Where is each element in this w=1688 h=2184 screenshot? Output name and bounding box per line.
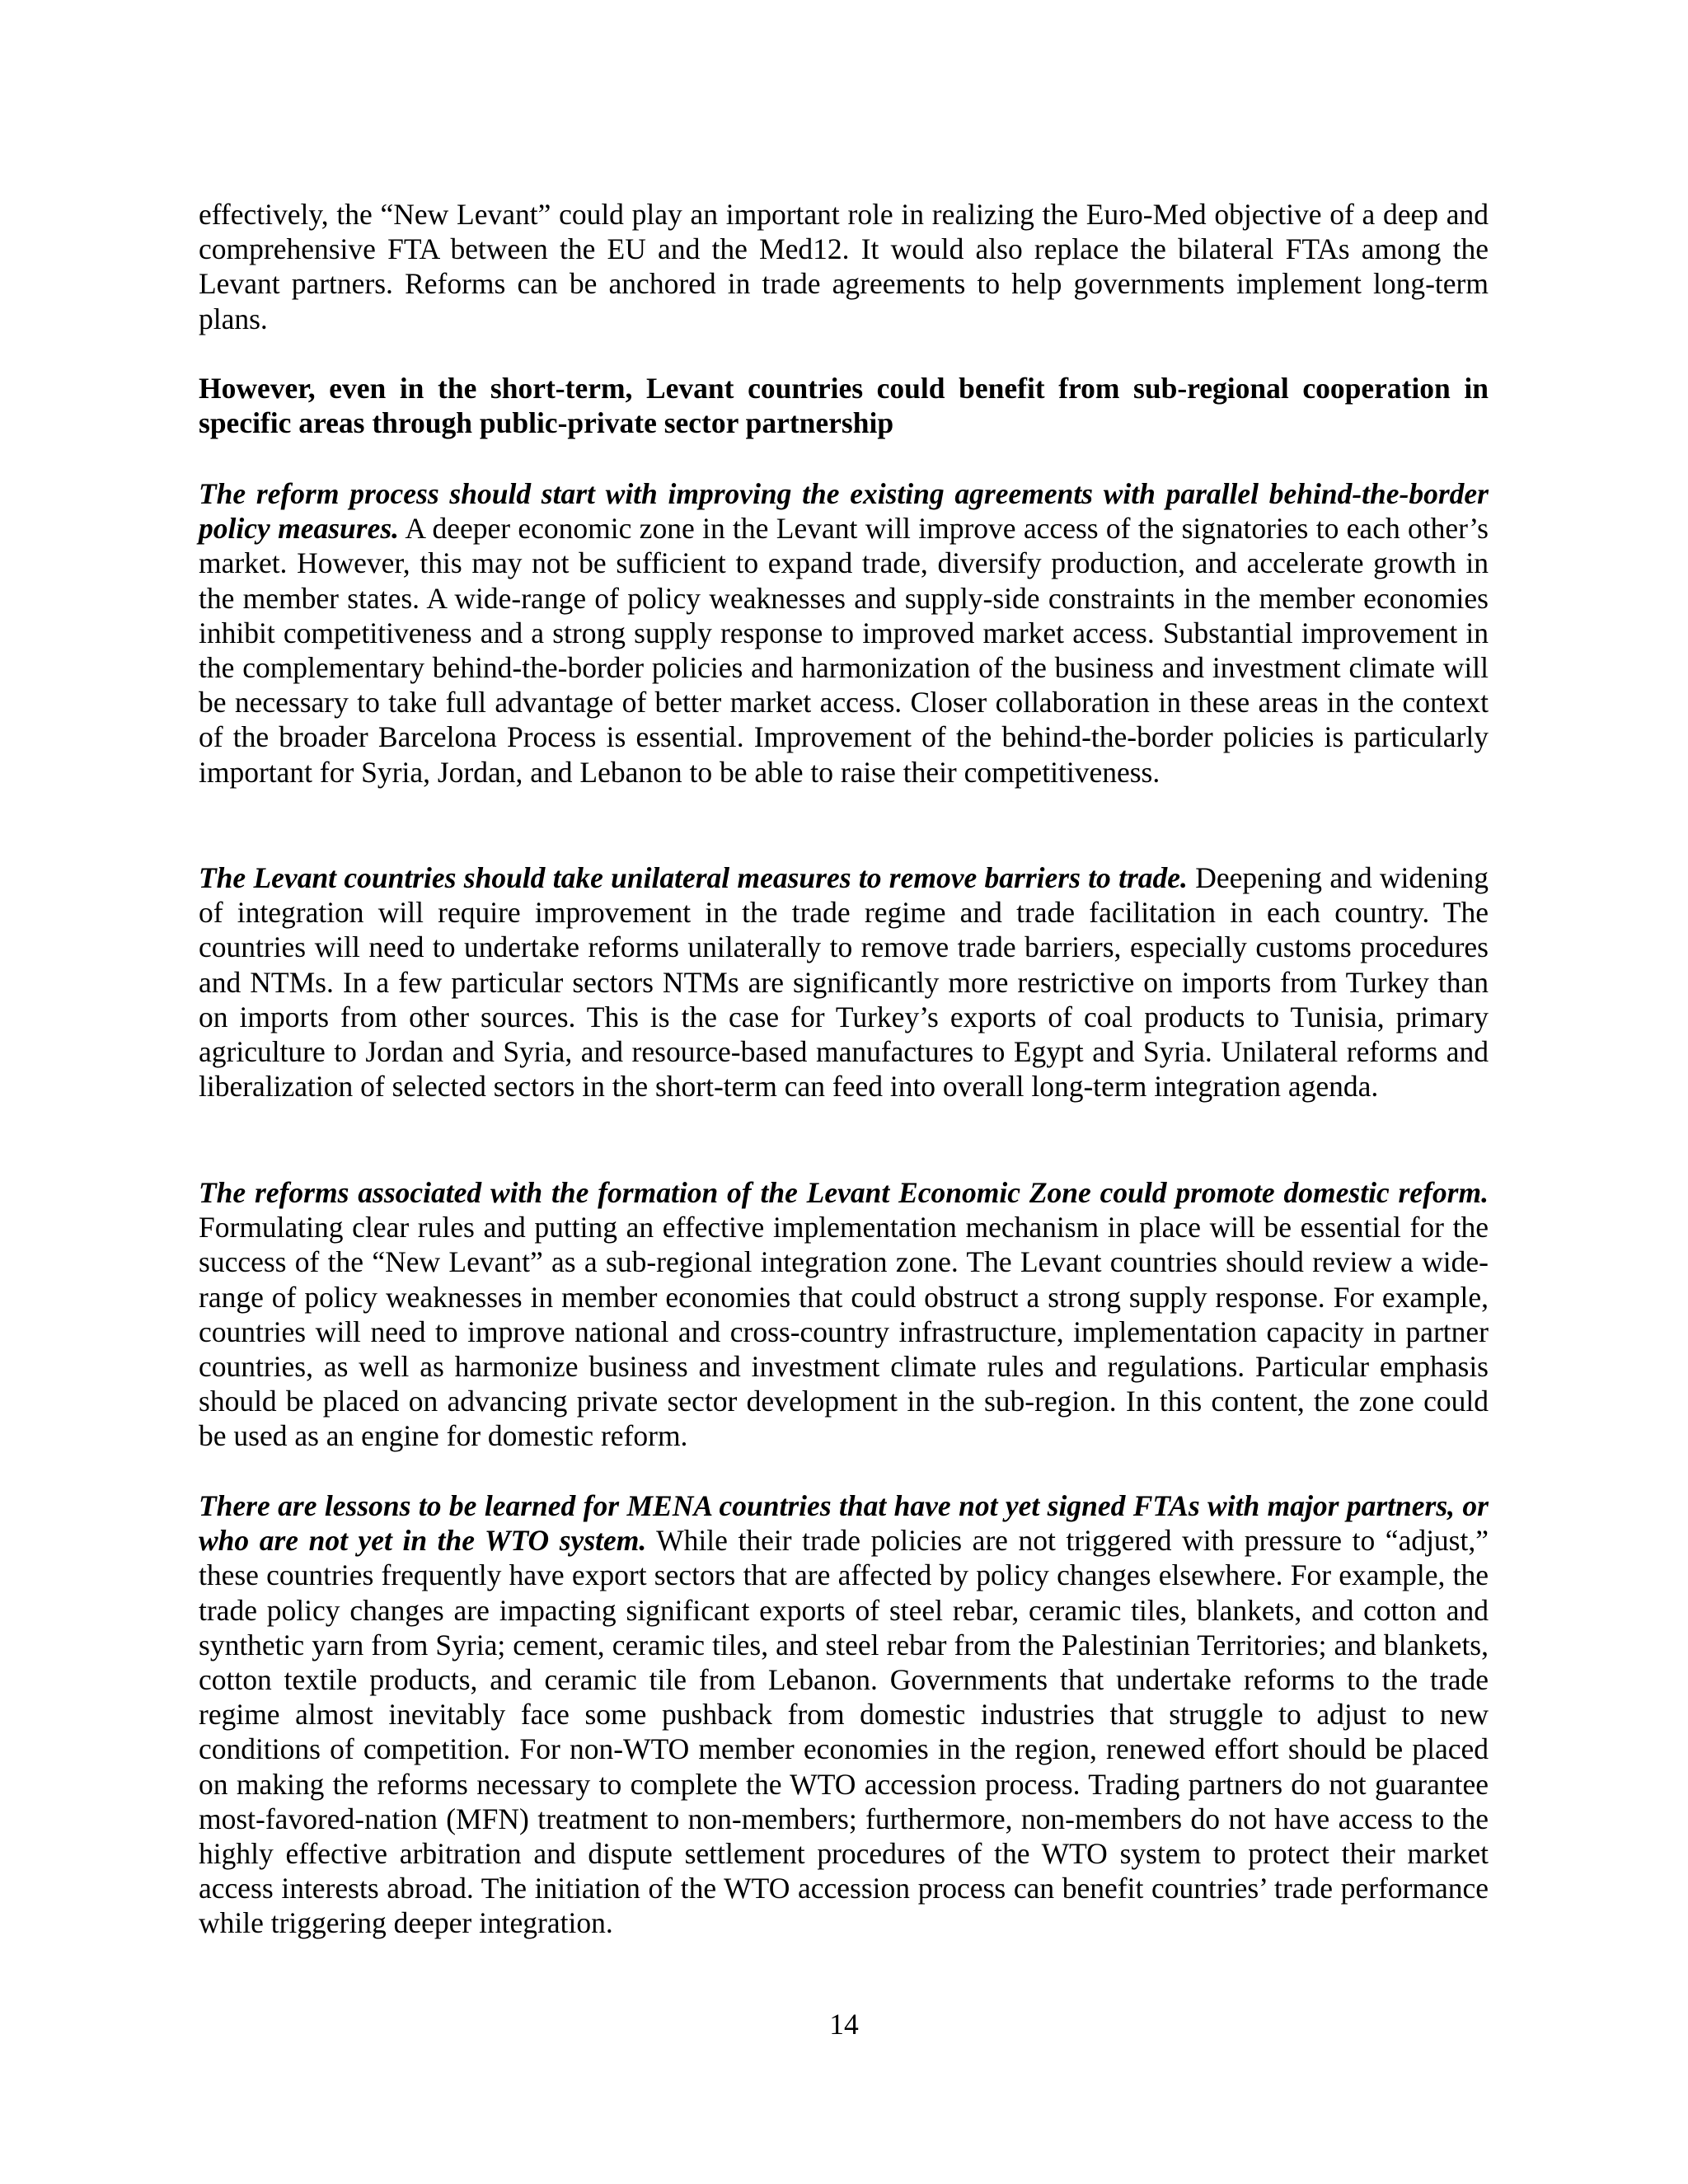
section-heading: However, even in the short-term, Levant countries could benefit from sub-regional cooperation in specific areas through public-private sector partnership <box>199 372 1489 440</box>
paragraph-behind-the-border <box>199 476 1489 790</box>
paragraph-body: A deeper economic zone in the Levant will improve access of the signatories to each other’s market. However, this may not be sufficient to expand trade, diversify production, and accelerate growth in the member states. A wide-range of policy weaknesses and supply-side constraints in the member economies inhibit competitiveness and a strong supply response to improved market access. Substantial improvement in the complementary behind-the-border policies and harmonization of the business and investment climate will be necessary to take full advantage of better market access. Closer collaboration in these areas in the context of the broader Barcelona Process is essential. Improvement of the behind-the-border policies is particularly important for Syria, Jordan, and Lebanon to be able to raise their competitiveness. <box>199 512 1489 789</box>
paragraph-lead: The Levant countries should take unilateral measures to remove barriers to trade. <box>199 861 1188 894</box>
paragraph-lead: There are lessons to be learned for MENA countries that have not yet signed FTAs with major partners, or who are not yet in the WTO system. <box>199 1489 1489 1558</box>
page-number: 14 <box>829 2008 859 2041</box>
paragraph-body: Deepening and widening of integration will require improvement in the trade regime and trade facilitation in each country. The countries will need to undertake reforms unilaterally to remove trade barriers, especially customs procedures and NTMs. In a few particular sectors NTMs are significantly more restrictive on imports from Turkey than on imports from other sources. This is the case for Turkey’s exports of coal products to Tunisia, primary agriculture to Jordan and Syria, and resource-based manufactures to Egypt and Syria. Unilateral reforms and liberalization of selected sectors in the short-term can feed into overall long-term integration agenda. <box>199 861 1489 1104</box>
paragraph-body: While their trade policies are not triggered with pressure to “adjust,” these countries frequently have export sectors that are affected by policy changes elsewhere. For example, the trade policy changes are impacting significant exports of steel rebar, ceramic tiles, blankets, and cotton and synthetic yarn from Syria; cement, ceramic tiles, and steel rebar from the Palestinian Territories; and blankets, cotton textile products, and ceramic tile from Lebanon. Governments that undertake reforms to the trade regime almost inevitably face some pushback from domestic industries that struggle to adjust to new conditions of competition. For non-WTO member economies in the region, renewed effort should be placed on making the reforms necessary to complete the WTO accession process. Trading partners do not guarantee most-favored-nation (MFN) treatment to non-members; furthermore, non-members do not have access to the highly effective arbitration and dispute settlement procedures of the WTO system to protect their market access interests abroad. The initiation of the WTO accession process can benefit countries’ trade performance while triggering deeper integration. <box>199 1524 1489 1940</box>
paragraph-body: Formulating clear rules and putting an effective implementation mechanism in place will be essential for the success of the “New Levant” as a sub-regional integration zone. The Levant countries should review a wide-range of policy weaknesses in member economies that could obstruct a strong supply response. For example, countries will need to improve national and cross-country infrastructure, implementation capacity in partner countries, as well as harmonize business and investment climate rules and regulations. Particular emphasis should be placed on advancing private sector development in the sub-region. In this content, the zone could be used as an engine for domestic reform. <box>199 1211 1489 1453</box>
paragraph-domestic-reform <box>199 1175 1489 1454</box>
paragraph-lead: The reforms associated with the formation of the Levant Economic Zone could promote domestic reform. <box>199 1176 1489 1209</box>
intro-paragraph: effectively, the “New Levant” could play an important role in realizing the Euro-Med objective of a deep and comprehensive FTA between the EU and the Med12. It would also replace the bilateral FTAs among the Levant partners. Reforms can be anchored in trade agreements to help governments implement long-term plans. <box>199 198 1489 335</box>
paragraph-mena-lessons <box>199 1488 1489 1941</box>
paragraph-unilateral-measures <box>199 860 1489 1104</box>
paragraph-lead: The reform process should start with improving the existing agreements with parallel behind-the-border policy measures. <box>199 477 1489 546</box>
